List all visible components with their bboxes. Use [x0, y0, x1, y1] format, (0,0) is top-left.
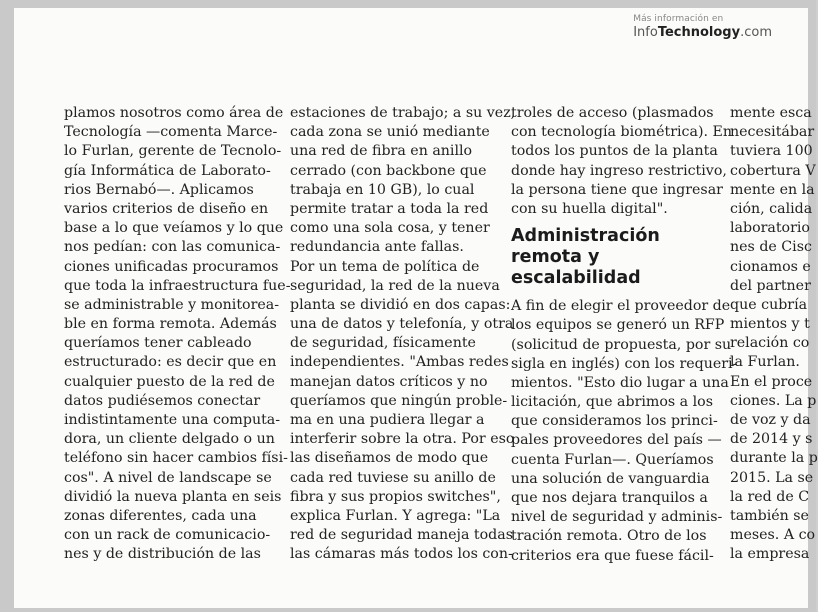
column-3-bottom-text	[511, 297, 737, 566]
text-line: ción, calida	[730, 200, 813, 217]
text-line: que nos dejara tranquilos a	[511, 490, 708, 506]
text-line: queríamos tener cableado	[64, 335, 252, 352]
heading-line: escalabilidad	[511, 268, 641, 289]
text-line: dividió la nueva planta en seis	[64, 488, 282, 505]
text-line: (solicitud de propuesta, por su	[511, 336, 732, 353]
brand-site-prefix: Info	[633, 25, 658, 40]
text-line: que cubría	[730, 296, 808, 313]
text-line: mente en la	[730, 181, 815, 198]
text-line: que consideramos los princi-	[511, 413, 718, 430]
text-line: base a lo que veíamos y lo que	[64, 220, 284, 237]
text-line: la Furlan.	[730, 354, 800, 371]
heading-line: remota y	[511, 247, 600, 268]
text-line: criterios era que fuese fácil-	[511, 547, 714, 564]
text-line: las diseñamos de modo que	[290, 450, 489, 467]
text-line: donde hay ingreso restrictivo,	[511, 162, 727, 179]
text-line: necesitábar	[730, 124, 815, 141]
text-line: que toda la infraestructura fue-	[64, 277, 291, 294]
text-line: permite tratar a toda la red	[290, 200, 489, 217]
text-line: con tecnología biométrica). En	[511, 124, 733, 141]
text-line: datos pudiésemos conectar	[64, 392, 261, 409]
text-line: Por un tema de política de	[290, 258, 480, 275]
text-line: rios Bernabó—. Aplicamos	[64, 181, 254, 198]
text-line: nos pedían: con las comunica-	[64, 239, 281, 256]
text-line: la red de C	[730, 488, 810, 505]
text-line: de voz y da	[730, 412, 811, 428]
text-line: independientes. "Ambas redes	[290, 354, 509, 371]
text-line: varios criterios de diseño en	[64, 200, 269, 217]
brand-tagline: Más información en	[633, 14, 724, 24]
text-line: ble en forma remota. Además	[64, 316, 277, 333]
text-line: de seguridad, físicamente	[290, 335, 476, 352]
text-line: del partner	[730, 277, 811, 294]
text-line: de 2014 y s	[730, 431, 813, 448]
text-line: licitación, que abrimos a los	[511, 394, 713, 411]
brand-block	[633, 14, 772, 40]
text-line: cuenta Furlan—. Queríamos	[511, 451, 714, 468]
text-line: cos". A nivel de landscape se	[64, 469, 272, 486]
text-line: cualquier puesto de la red de	[64, 373, 275, 390]
text-line: En el proce	[730, 373, 813, 390]
text-line: lo Furlan, gerente de Tecnolo-	[64, 143, 282, 160]
text-line: red de seguridad maneja todas	[290, 527, 513, 544]
text-line: relación co	[730, 335, 810, 352]
text-line: los equipos se generó un RFP	[511, 317, 725, 334]
text-line: cada red tuviese su anillo de	[290, 469, 496, 486]
text-line: cionamos e	[730, 258, 811, 275]
text-line: la empresa	[730, 546, 810, 563]
text-line: tuviera 100	[730, 143, 813, 160]
text-line: una red de fibra en anillo	[290, 143, 473, 160]
text-line: las cámaras más todos los con-	[290, 546, 513, 563]
text-line: ciones unificadas procuramos	[64, 258, 279, 275]
brand-site-bold: Technology	[657, 25, 741, 40]
text-line: ma en una pudiera llegar a	[290, 412, 485, 428]
text-column-1	[64, 104, 291, 565]
text-line: con un rack de comunicacio-	[64, 527, 271, 544]
text-line: durante la p	[730, 450, 818, 467]
text-line: troles de acceso (plasmados	[511, 105, 714, 121]
text-line: mente esca	[730, 105, 812, 121]
text-line: cerrado (con backbone que	[290, 162, 487, 179]
text-line: nivel de seguridad y adminis-	[511, 509, 723, 526]
text-line: ciones. La p	[730, 392, 817, 409]
text-line: cada zona se unió mediante	[290, 124, 490, 141]
text-column-3	[511, 104, 737, 566]
text-line: la persona tiene que ingresar	[511, 181, 723, 198]
text-line: se administrable y monitorea-	[64, 296, 280, 313]
text-line: seguridad, la red de la nueva	[290, 277, 500, 294]
text-line: tración remota. Otro de los	[511, 528, 707, 545]
text-line: nes y de distribución de las	[64, 546, 261, 563]
text-line: mientos. "Esto dio lugar a una	[511, 374, 729, 391]
text-line: como una sola cosa, y tener	[290, 220, 490, 237]
text-line: una solución de vanguardia	[511, 470, 710, 487]
text-line: meses. A co	[730, 527, 816, 544]
text-line: gía Informática de Laborato-	[64, 162, 271, 179]
text-line: zonas diferentes, cada una	[64, 507, 257, 524]
text-line: estaciones de trabajo; a su vez,	[290, 105, 516, 121]
text-line: fibra y sus propios switches",	[290, 488, 501, 505]
brand-site	[633, 25, 772, 40]
text-line: pales proveedores del país —	[511, 432, 722, 449]
heading-line: Administración	[511, 226, 660, 247]
text-line: con su huella digital".	[511, 200, 668, 217]
text-line: planta se dividió en dos capas:	[290, 296, 511, 313]
brand-site-suffix: .com	[740, 25, 772, 40]
text-line: mientos y t	[730, 316, 810, 333]
text-line: también se	[730, 507, 809, 524]
text-line: plamos nosotros como área de	[64, 105, 284, 121]
text-line: teléfono sin hacer cambios físi-	[64, 450, 288, 467]
text-line: indistintamente una computa-	[64, 412, 281, 428]
magazine-page	[14, 8, 818, 608]
section-heading	[511, 226, 737, 289]
text-line: explica Furlan. Y agrega: "La	[290, 507, 501, 524]
text-line: nes de Cisc	[730, 239, 812, 256]
text-line: sigla en inglés) con los requeri-	[511, 355, 738, 372]
text-line: una de datos y telefonía, y otra	[290, 316, 514, 333]
text-line: estructurado: es decir que en	[64, 354, 277, 371]
text-line: dora, un cliente delgado o un	[64, 431, 275, 448]
text-line: queríamos que ningún proble-	[290, 392, 508, 409]
text-line: interferir sobre la otra. Por eso	[290, 431, 515, 448]
text-line: A fin de elegir el proveedor de	[511, 298, 731, 315]
column-3-top-text	[511, 104, 737, 219]
text-line: cobertura V	[730, 162, 816, 179]
text-line: Tecnología —comenta Marce-	[64, 124, 278, 141]
text-line: trabaja en 10 GB), lo cual	[290, 181, 475, 198]
text-column-2	[290, 104, 515, 565]
text-line: manejan datos críticos y no	[290, 373, 488, 390]
text-line: 2015. La se	[730, 469, 814, 486]
text-line: laboratorio	[730, 220, 810, 237]
text-column-4	[730, 104, 818, 565]
text-line: todos los puntos de la planta	[511, 143, 718, 160]
text-line: redundancia ante fallas.	[290, 239, 464, 256]
